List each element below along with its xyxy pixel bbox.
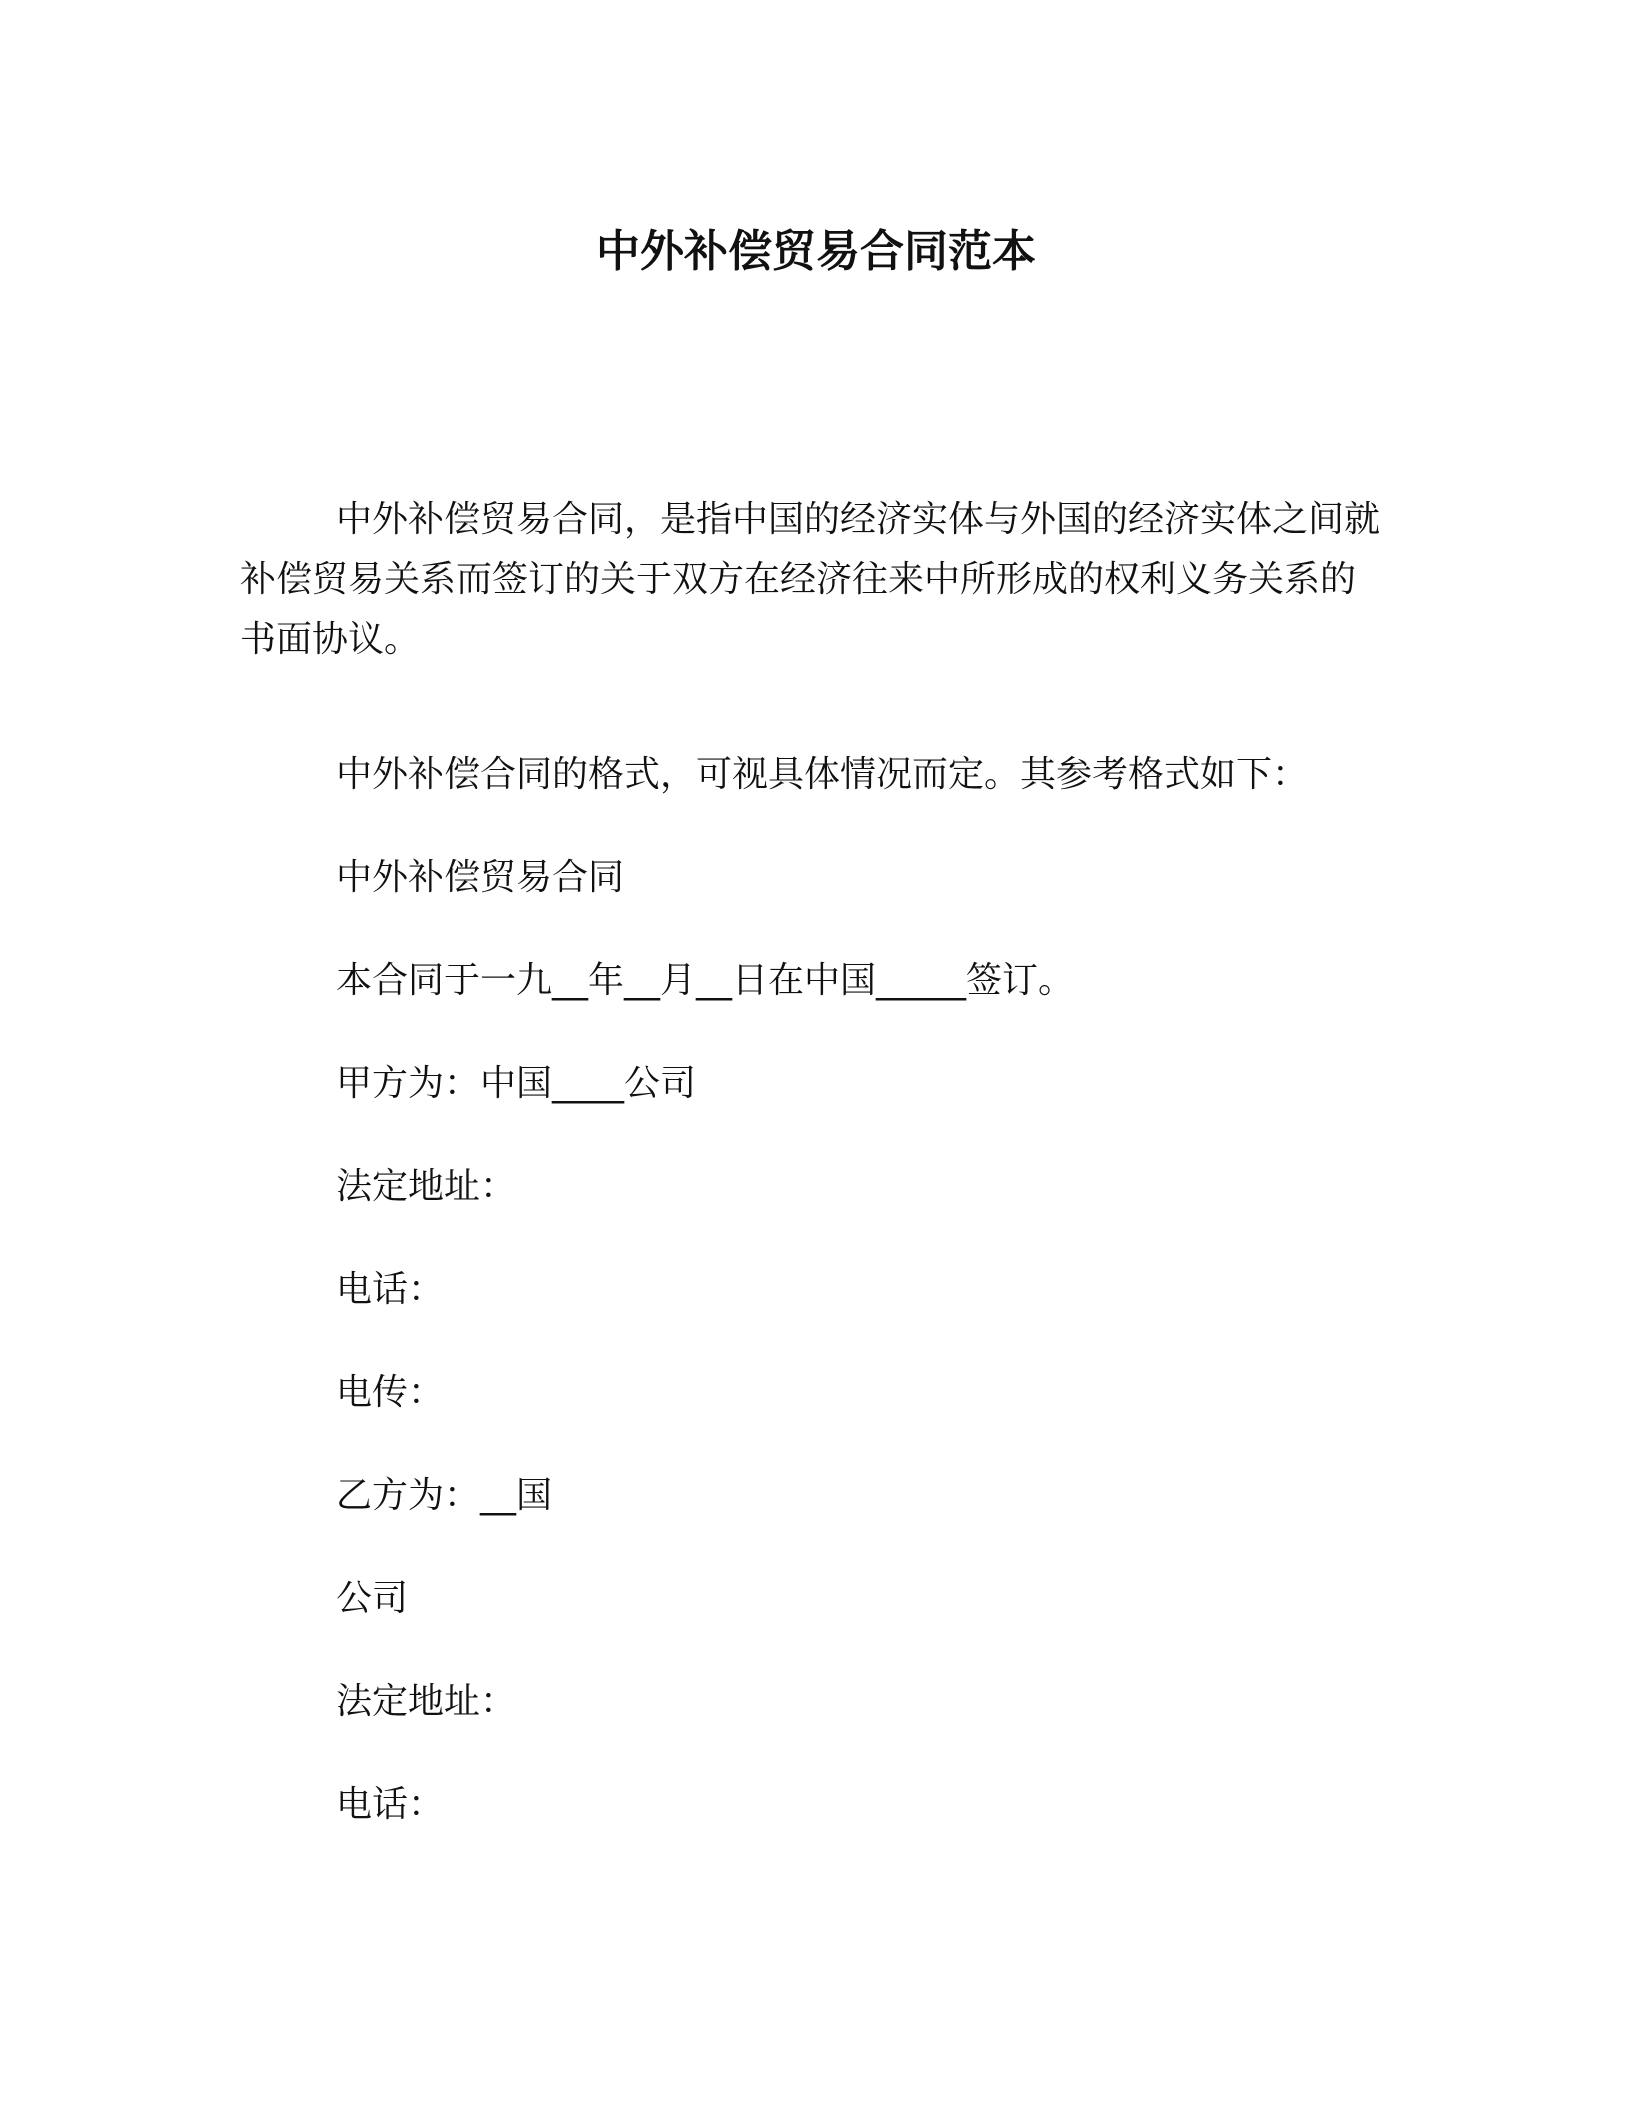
party-a-line: 甲方为：中国____公司 <box>336 1063 697 1104</box>
party-b-company-line: 公司 <box>336 1578 409 1619</box>
party-b-phone-label: 电话： <box>336 1784 445 1825</box>
party-a-phone-label: 电话： <box>336 1269 445 1310</box>
signing-line: 本合同于一九__年__月__日在中国_____签订。 <box>336 960 1075 1001</box>
party-a-telex-label: 电传： <box>336 1372 445 1413</box>
contract-heading: 中外补偿贸易合同 <box>336 857 625 898</box>
party-b-line: 乙方为：__国 <box>336 1475 553 1516</box>
intro-paragraph: 中外补偿贸易合同，是指中国的经济实体与外国的经济实体之间就补偿贸易关系而签订的关于双方在经济往来中所形成的权利义务关系的书面协议。 <box>240 499 1381 660</box>
party-a-address-label: 法定地址： <box>336 1166 517 1207</box>
party-b-address-label: 法定地址： <box>336 1681 517 1722</box>
document-title: 中外补偿贸易合同范本 <box>596 226 1036 277</box>
format-note: 中外补偿合同的格式，可视具体情况而定。其参考格式如下： <box>336 754 1309 795</box>
